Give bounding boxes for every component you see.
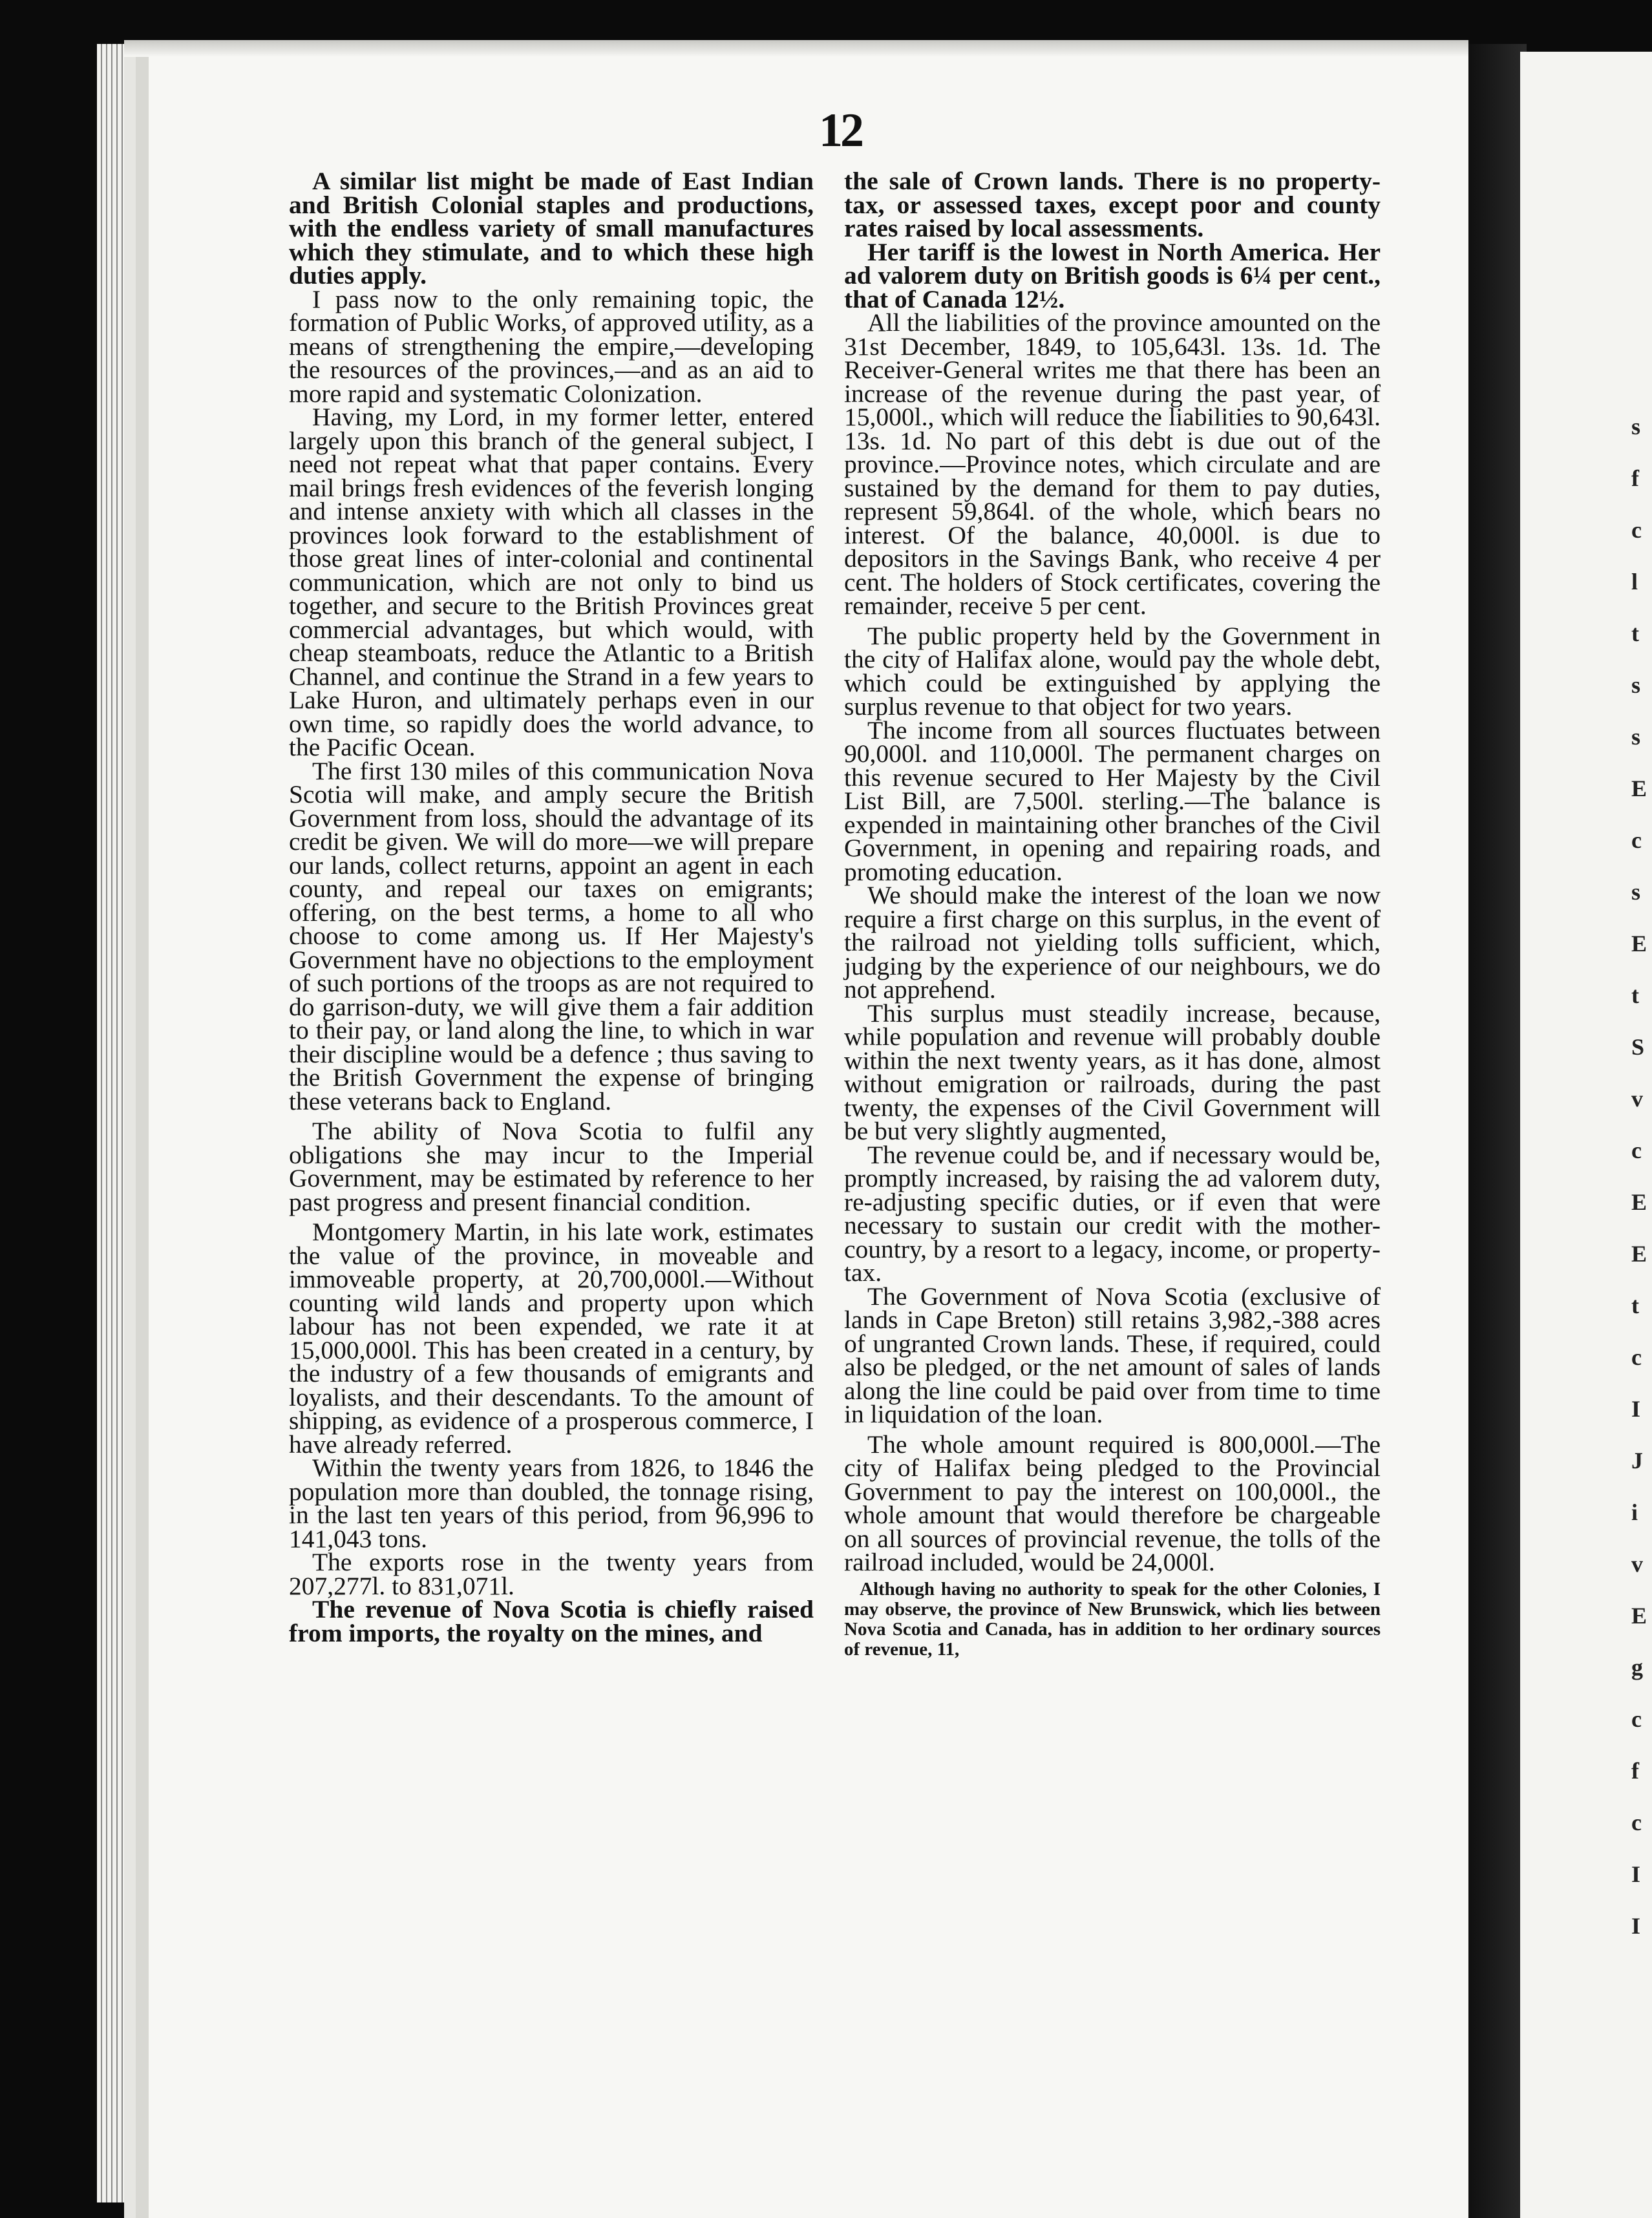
paragraph: This surplus must steadily increase, because, while population and revenue will probably double within the next twenty years, as it has done, almost without emigration or railroads, during the past twenty, the expenses of the Civil Government will be but very slightly augmented, [844, 998, 1381, 1145]
strip-letter: J [1631, 1448, 1643, 1473]
page-number: 12 [819, 104, 862, 157]
strip-letter: v [1631, 1551, 1643, 1577]
strip-letter: I [1631, 1396, 1641, 1422]
strip-letter: c [1631, 827, 1642, 853]
strip-letter: t [1631, 982, 1639, 1008]
strip-letter: f [1631, 465, 1639, 491]
strip-letter: s [1631, 672, 1641, 698]
strip-letter: t [1631, 620, 1639, 646]
strip-letter: S [1631, 1034, 1645, 1060]
strip-letter: f [1631, 1758, 1639, 1784]
paragraph: The ability of Nova Scotia to fulfil any obligations she may incur to the Imperial Government, may be estimated by reference to her past progress and present financial condition. [289, 1117, 814, 1216]
strip-letter: I [1631, 1861, 1641, 1887]
strip-letter: E [1631, 931, 1647, 956]
paragraph: The Government of Nova Scotia (exclusive of lands in Cape Breton) still retains 3,982,-388 acres of ungranted Crown lands. These, if required, could also be pledged, or the net amount of sales of lands along the line could be paid over from time to time in liquidation of the loan. [844, 1282, 1381, 1428]
paragraph: A similar list might be made of East Indian and British Colonial staples and productions, with the endless variety of small manufactures which they stimulate, and to which these high duties apply. [289, 167, 814, 290]
strip-letter: g [1631, 1654, 1643, 1680]
paragraph: the sale of Crown lands. There is no property-tax, or assessed taxes, except poor and county rates raised by local assessments. [844, 167, 1381, 242]
paragraph: The income from all sources fluctuates between 90,000l. and 110,000l. The permanent charges on this revenue secured to Her Majesty by the Civil List Bill, are 7,500l. sterling.—The balance is expended in maintaining other branches of the Civil Government, in opening and repairing roads, and promoting education. [844, 715, 1381, 886]
strip-letter: v [1631, 1086, 1643, 1112]
left-text-column [289, 169, 814, 1645]
strip-letter: E [1631, 1189, 1647, 1215]
page-top-shadow [124, 40, 1468, 57]
strip-letter: s [1631, 879, 1641, 905]
paragraph: We should make the interest of the loan we now require a first charge on this surplus, in the event of the railroad not yielding tolls sufficient, which, judging by the experience of our neighbours, we do not apprehend. [844, 881, 1381, 1004]
adjacent-page-strip [1520, 52, 1652, 2218]
paragraph: Her tariff is the lowest in North America. Her ad valorem duty on British goods is 6¼ per cent., that of Canada 12½. [844, 237, 1381, 313]
strip-letter: s [1631, 724, 1641, 750]
paragraph: All the liabilities of the province amounted on the 31st December, 1849, to 105,643l. 13s. 1d. The Receiver-General writes me that there has been an increase of the revenue during the past year, of 15,000l., which will reduce the liabilities to 90,643l. 13s. 1d. No part of this debt is due out of the province.—Province notes, which circulate and are sustained by the demand for them to pay duties, represent 59,864l. of the whole, which bears no interest. Of the balance, 40,000l. is due to depositors in the Savings Bank, who receive 4 per cent. The holders of Stock certificates, covering the remainder, receive 5 per cent. [844, 308, 1381, 620]
footnote: Although having no authority to speak for the other Colonies, I may observe, the province of New Brunswick, which lies between Nova Scotia and Canada, has in addition to her ordinary sources of revenue, 11, [844, 1578, 1381, 1660]
paragraph: The revenue of Nova Scotia is chiefly raised from imports, the royalty on the mines, and [289, 1595, 814, 1647]
paragraph: I pass now to the only remaining topic, the formation of Public Works, of approved utility, as a means of strengthening the empire,—developing the resources of the provinces,—and as an aid to more rapid and systematic Colonization. [289, 284, 814, 408]
strip-letter: l [1631, 569, 1638, 595]
paragraph: Having, my Lord, in my former letter, entered largely upon this branch of the general subject, I need not repeat what that paper contains. Every mail brings fresh evidences of the feverish longing and intense anxiety with which all classes in the provinces look forward to the establishment of those great lines of inter-colonial and continental communication, which are not only to bind us together, and secure to the British Provinces great commercial advantages, but which would, with cheap steamboats, reduce the Atlantic to a British Channel, and continue the Strand in a few years to Lake Huron, and ultimately perhaps even in our own time, so rapidly does the world advance, to the Pacific Ocean. [289, 403, 814, 761]
strip-letter: c [1631, 1706, 1642, 1732]
right-text-column [844, 169, 1381, 1660]
strip-letter: E [1631, 776, 1647, 801]
strip-letter: i [1631, 1499, 1638, 1525]
paragraph: The exports rose in the twenty years from 207,277l. to 831,071l. [289, 1548, 814, 1600]
paragraph: Within the twenty years from 1826, to 1846 the population more than doubled, the tonnage rising, in the last ten years of this period, from 96,996 to 141,043 tons. [289, 1453, 814, 1553]
strip-letter: s [1631, 414, 1641, 439]
strip-letter: E [1631, 1603, 1647, 1629]
book-gutter [1468, 44, 1527, 2218]
strip-letter: E [1631, 1241, 1647, 1267]
paragraph: The first 130 miles of this communication Nova Scotia will make, and amply secure the British Government from loss, should the advantage of its credit be given. We will do more—we will prepare our lands, collect returns, appoint an agent in each county, and repeal our taxes on emigrants; offering, on the best terms, a home to all who choose to come among us. If Her Majesty's Government have no objections to the employment of such portions of the troops as are not required to do garrison-duty, we will give them a fair addition to their pay, or land along the line, to which in war their discipline would be a defence ; thus saving to the British Government the expense of bringing these veterans back to England. [289, 756, 814, 1115]
paragraph: The public property held by the Government in the city of Halifax alone, would pay the whole debt, which could be extinguished by applying the surplus revenue to that object for two years. [844, 621, 1381, 721]
strip-letter: c [1631, 1810, 1642, 1835]
strip-letter: c [1631, 1344, 1642, 1370]
strip-letter: c [1631, 1137, 1642, 1163]
strip-letter: I [1631, 1913, 1641, 1939]
paragraph: Montgomery Martin, in his late work, estimates the value of the province, in moveable and immoveable property, at 20,700,000l.—Without counting wild lands and property upon which labour has not been expended, we rate it at 15,000,000l. This has been created in a century, by the industry of a few thousands of emigrants and loyalists, and their descendants. To the amount of shipping, as evidence of a prosperous commerce, I have already referred. [289, 1218, 814, 1459]
strip-letter: c [1631, 517, 1642, 543]
paragraph: The whole amount required is 800,000l.—The city of Halifax being pledged to the Provincial Government to pay the interest on 100,000l., the whole amount that would therefore be chargeable on all sources of provincial revenue, the tolls of the railroad included, would be 24,000l. [844, 1430, 1381, 1576]
paragraph: The revenue could be, and if necessary would be, promptly increased, by raising the ad valorem duty, re-adjusting specific duties, or if even that were necessary to sustain our credit with the mother-country, by a resort to a legacy, income, or property-tax. [844, 1140, 1381, 1287]
strip-letter: t [1631, 1293, 1639, 1318]
